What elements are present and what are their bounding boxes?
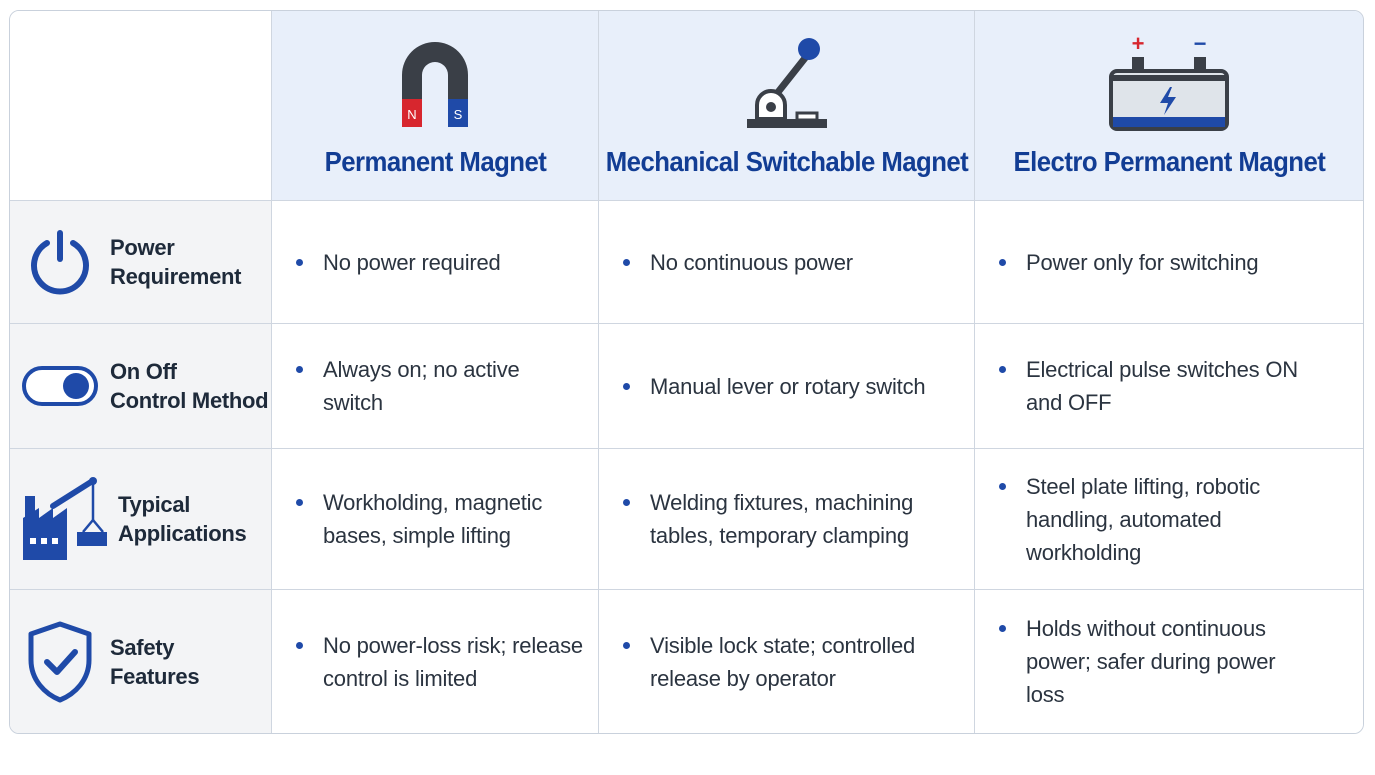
cell-text: Workholding, magnetic bases, simple lifting <box>323 490 543 548</box>
cell-power-mechanical <box>599 201 975 324</box>
cell-safety-electro <box>975 590 1363 733</box>
cell-safety-mechanical <box>599 590 975 733</box>
battery-icon <box>1104 33 1234 141</box>
cell-text: No continuous power <box>650 249 853 275</box>
bullet <box>623 642 630 649</box>
bullet <box>999 366 1006 373</box>
row-label-safety-features <box>10 590 272 733</box>
cell-text: No power-loss risk; release control is limited <box>323 632 583 691</box>
row-label-power-requirement <box>10 201 272 324</box>
bullet <box>999 483 1006 490</box>
cell-power-electro <box>975 201 1363 324</box>
bullet <box>296 642 303 649</box>
south-label: S <box>453 107 463 122</box>
header-mechanical-switchable-magnet <box>599 11 975 201</box>
row-label-line2: Features <box>110 663 200 689</box>
north-label: N <box>407 107 417 122</box>
factory-crane-icon <box>19 476 109 562</box>
cell-applications-mechanical <box>599 449 975 590</box>
shield-check-icon <box>25 620 95 704</box>
bullet <box>623 259 630 266</box>
row-label-line1: On Off <box>110 359 177 384</box>
minus-label: − <box>1193 33 1207 56</box>
row-label-line2: Applications <box>118 521 247 546</box>
column-title: Electro Permanent Magnet <box>1013 146 1325 177</box>
bullet <box>296 366 303 373</box>
cell-text: Steel plate lifting, robotic handling, automated workholding <box>1026 473 1261 565</box>
row-label-line2: Control Method <box>110 388 269 413</box>
cell-power-permanent <box>272 201 599 324</box>
plus-label: + <box>1131 33 1145 56</box>
bullet <box>296 499 303 506</box>
row-label-typical-applications <box>10 449 272 590</box>
cell-applications-permanent <box>272 449 599 590</box>
row-label-line1: Power <box>110 235 175 260</box>
cell-text: Electrical pulse switches ON and OFF <box>1026 357 1298 415</box>
header-permanent-magnet <box>272 11 599 201</box>
cell-control-permanent <box>272 324 599 449</box>
cell-text: Welding fixtures, machining tables, temporary clamping <box>650 490 914 548</box>
bullet <box>296 259 303 266</box>
lever-switch-icon <box>737 33 837 141</box>
bullet <box>999 259 1006 266</box>
bullet <box>623 383 630 390</box>
cell-text: No power required <box>323 249 501 275</box>
cell-control-mechanical <box>599 324 975 449</box>
cell-safety-permanent <box>272 590 599 733</box>
cell-text: Always on; no active switch <box>323 357 520 415</box>
power-icon <box>27 229 93 295</box>
toggle-switch-icon <box>21 364 99 408</box>
row-label-line2: Requirement <box>110 264 242 289</box>
comparison-table <box>9 10 1364 734</box>
cell-control-electro <box>975 324 1363 449</box>
cell-text: Manual lever or rotary switch <box>650 373 926 399</box>
column-title: Mechanical Switchable Magnet <box>605 146 968 177</box>
row-label-control-method <box>10 324 272 449</box>
row-label-line1: Safety <box>110 634 175 660</box>
cell-applications-electro <box>975 449 1363 590</box>
column-title: Permanent Magnet <box>324 146 546 177</box>
cell-text: Holds without continuous power; safer during power loss <box>1026 616 1276 707</box>
cell-text: Power only for switching <box>1026 249 1259 275</box>
corner-cell <box>10 11 272 201</box>
cell-text: Visible lock state; controlled release by operator <box>650 632 916 691</box>
bullet <box>999 625 1006 632</box>
bullet <box>623 499 630 506</box>
horseshoe-magnet-icon <box>390 33 480 141</box>
row-label-line1: Typical <box>118 492 191 517</box>
header-electro-permanent-magnet <box>975 11 1363 201</box>
